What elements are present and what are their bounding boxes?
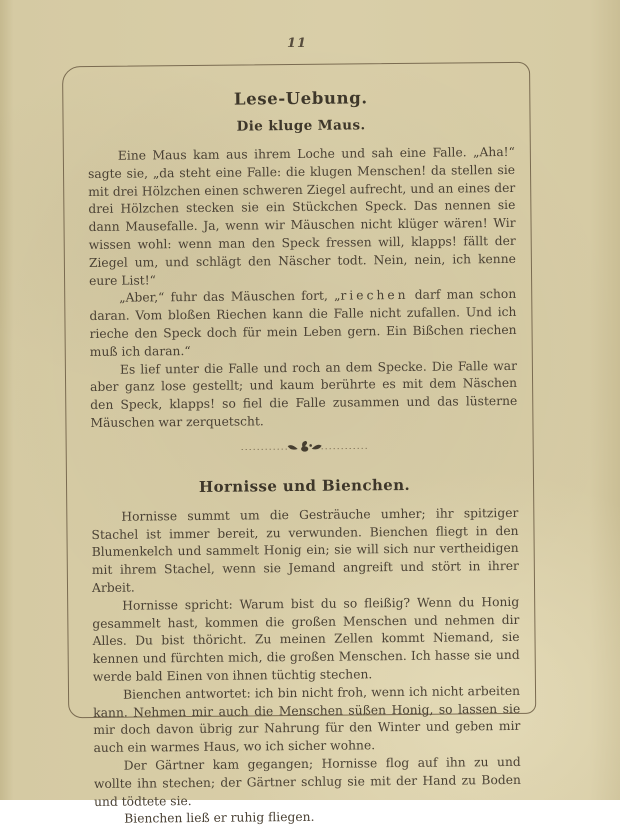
- story1-title: Die kluge Maus.: [88, 116, 515, 136]
- page-border-frame: [62, 62, 536, 718]
- story2-paragraph-1: Hornisse summt um die Gesträuche umher; ihr spitziger Stachel ist immer bereit, zu verwunden. Bienchen fliegt in den Blumenkelch und sammelt Honig ein; sie will sich nur vertheidigen mit ihrem Stachel, wenn sie Jemand angreift und stört in ihrer Arbeit.: [91, 505, 519, 598]
- floral-divider-icon: [239, 440, 369, 455]
- story1-paragraph-3: Es lief unter die Falle und roch an dem Specke. Die Falle war aber ganz lose gestellt; und kaum berührte es mit dem Näschen den Speck, klapps! so fiel die Falle zusammen und das lüsterne Mäuschen war zerquetscht.: [90, 357, 518, 432]
- story1-paragraph-2: [89, 286, 517, 361]
- section-divider: [239, 440, 369, 455]
- paragraph-text: „Aber,“ fuhr das Mäuschen fort, „: [119, 289, 340, 305]
- story2-paragraph-3: Bienchen antwortet: ich bin nicht froh, wenn ich nicht arbeiten kann. Nehmen mir auch die Menschen süßen Honig, so lassen sie mir doch davon übrig zur Nahrung für den Winter und geben mir auch ein warmes Haus, wo ich sicher wohne.: [93, 683, 521, 758]
- story2-paragraph-4: Der Gärtner kam gegangen; Hornisse flog auf ihn zu und wollte ihn stechen; der Gärtner schlug sie mit der Hand zu Boden und tödtete sie.: [94, 754, 521, 811]
- story1-paragraph-1: Eine Maus kam aus ihrem Loche und sah eine Falle. „Aha!“ sagte sie, „da steht eine Falle: die klugen Menschen! da stellen sie mit drei Hölzchen einen schweren Ziegel aufrecht, und an eines der drei Hölzchen stecken sie ein Stückchen Speck. Das nennen sie dann Mausefalle. Ja, wenn wir Mäuschen nicht klüger wären! Wir wissen wohl: wenn man den Speck fressen will, klapps! fällt der Ziegel um, und schlägt den Näscher todt. Nein, nein, ich kenne eure List!“: [88, 144, 516, 290]
- story2-paragraph-2: Hornisse spricht: Warum bist du so fleißig? Wenn du Honig gesammelt hast, kommen die großen Menschen und nehmen dir Alles. Du bist thöricht. Zu meinen Zellen kommt Niemand, sie kennen und fürchten mich, die großen Menschen. Ich hasse sie und werde bald Einen von ihnen tüchtig stechen.: [92, 594, 520, 687]
- page-number: 11: [62, 36, 532, 51]
- page-title: Lese-Uebung.: [87, 87, 514, 110]
- letterspaced-word: riechen: [340, 288, 408, 303]
- story2-paragraph-5: Bienchen ließ er ruhig fliegen.: [94, 807, 521, 829]
- page-content: [63, 87, 536, 829]
- paragraph-text: darf man schon daran. Vom bloßen Riechen kann die Falle nicht zufallen. Und ich rieche den Speck doch für mein Leben gern. Ein Bißchen riechen muß ich daran.“: [89, 287, 516, 358]
- story2-title: Hornisse und Bienchen.: [91, 475, 518, 497]
